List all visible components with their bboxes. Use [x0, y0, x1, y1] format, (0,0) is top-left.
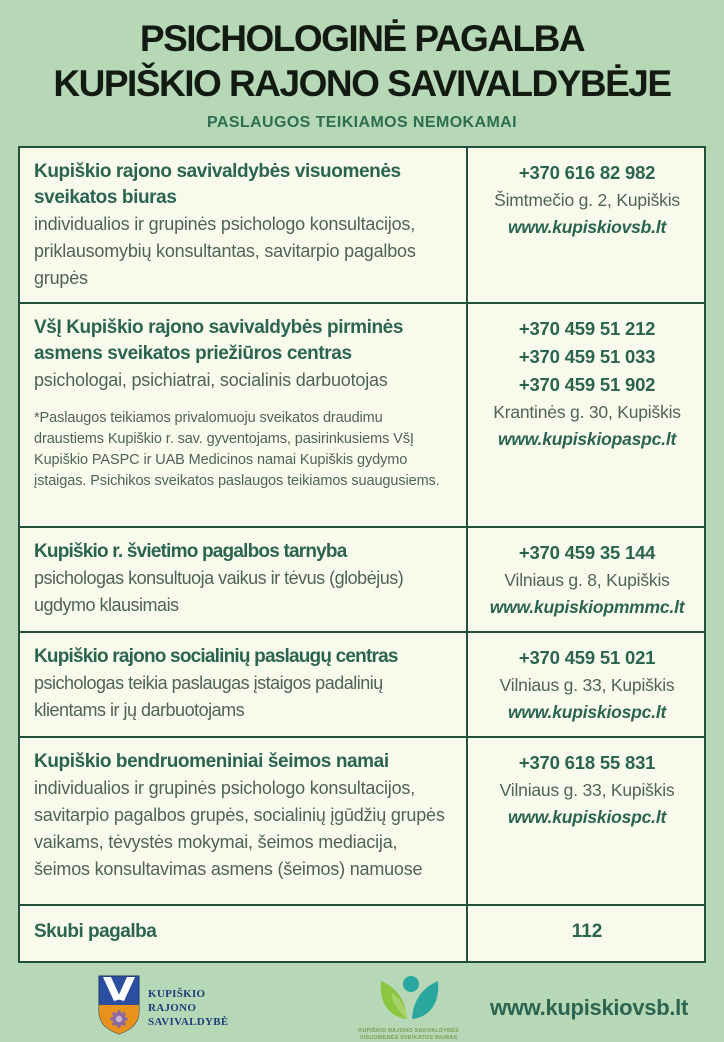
org-description: psichologai, psichiatrai, socialinis darbuotojas [34, 370, 388, 390]
address: Vilniaus g. 33, Kupiškis [499, 675, 675, 695]
emergency-number-cell [467, 905, 705, 962]
emergency-row [19, 905, 705, 962]
phone-number: +370 459 51 902 [518, 374, 656, 395]
page-title-line1: PSICHOLOGINĖ PAGALBA [139, 18, 585, 59]
org-name: Kupiškio rajono savivaldybės visuomenės sveikatos biuras [34, 161, 401, 208]
org-name: Kupiškio r. švietimo pagalbos tarnyba [34, 541, 347, 562]
page-title [0, 16, 724, 106]
municipality-name: KUPIŠKIO RAJONO SAVIVALDYBĖ [148, 987, 229, 1028]
emergency-label: Skubi pagalba [34, 921, 157, 942]
org-name: Kupiškio bendruomeniniai šeimos namai [34, 751, 389, 772]
address: Krantinės g. 30, Kupiškis [493, 402, 681, 422]
service-info-cell [19, 632, 467, 737]
service-row [19, 737, 705, 905]
address: Vilniaus g. 8, Kupiškis [504, 570, 670, 590]
coat-of-arms-icon [98, 975, 140, 1040]
emergency-number: 112 [571, 921, 603, 942]
service-row [19, 632, 705, 737]
org-name: VšĮ Kupiškio rajono savivaldybės pirminės asmens sveikatos priežiūros centras [34, 317, 404, 364]
org-description: psichologas teikia paslaugas įstaigos padalinių klientams ir jų darbuotojams [34, 673, 383, 720]
service-contact-cell [467, 632, 705, 737]
phone-number: +370 459 35 144 [518, 542, 656, 563]
service-info-cell [19, 527, 467, 632]
website-link: www.kupiskiovsb.lt [507, 217, 667, 237]
address: Vilniaus g. 33, Kupiškis [499, 780, 675, 800]
service-row [19, 527, 705, 632]
service-row [19, 303, 705, 527]
website-link: www.kupiskiospc.lt [507, 807, 667, 827]
service-info-cell [19, 737, 467, 905]
page-subtitle: PASLAUGOS TEIKIAMOS NEMOKAMAI [207, 114, 517, 131]
org-name: Kupiškio rajono socialinių paslaugų centras [34, 646, 398, 667]
service-contact-cell [467, 303, 705, 527]
phone-number: +370 616 82 982 [518, 162, 656, 183]
website-link: www.kupiskiospc.lt [507, 702, 667, 722]
page-title-line2: KUPIŠKIO RAJONO SAVIVALDYBĖJE [53, 63, 671, 104]
phone-number: +370 459 51 033 [518, 346, 656, 367]
emergency-label-cell [19, 905, 467, 962]
address: Šimtmečio g. 2, Kupiškis [494, 190, 680, 210]
website-link: www.kupiskiopaspc.lt [497, 429, 677, 449]
org-description: individualios ir grupinės psichologo konsultacijos, savitarpio pagalbos grupės, socialinių įgūdžių grupės vaikams, tėvystės mokymai, šeimos mediacija, šeimos konsultavimas asmens (šeimos) namuose [34, 778, 445, 879]
org-description: individualios ir grupinės psichologo konsultacijos, priklausomybių konsultantas, savitarpio pagalbos grupės [34, 214, 416, 288]
phone-number: +370 459 51 021 [518, 647, 656, 668]
service-info-cell [19, 303, 467, 527]
service-row [19, 147, 705, 303]
services-table [18, 146, 706, 963]
footer-website: www.kupiskiovsb.lt [490, 994, 688, 1020]
municipality-logo [98, 975, 229, 1040]
poster-footer [18, 973, 706, 1042]
service-contact-cell [467, 737, 705, 905]
service-contact-cell [467, 527, 705, 632]
service-contact-cell [467, 147, 705, 303]
phone-number: +370 459 51 212 [518, 318, 656, 339]
poster-header [0, 0, 724, 132]
health-bureau-logo [349, 973, 469, 1042]
website-link: www.kupiskiopmmmc.lt [489, 597, 685, 617]
health-bureau-icon [376, 1008, 442, 1025]
service-info-cell [19, 147, 467, 303]
org-note: *Paslaugos teikiamos privalomuoju sveikatos draudimu draustiems Kupiškio r. sav. gyventojams, pasirinkusiems VšĮ Kupiškio PASPC ir UAB Medicinos namai Kupiškis gydymo įstaigas. Psichikos sveikatos paslaugos teikiamos suaugusiems. [34, 410, 440, 489]
health-bureau-caption: KUPIŠKIO RAJONO SAVIVALDYBĖS VISUOMENĖS SVEIKATOS BIURAS [358, 1028, 459, 1041]
phone-number: +370 618 55 831 [518, 752, 656, 773]
org-description: psichologas konsultuoja vaikus ir tėvus (globėjus) ugdymo klausimais [34, 568, 404, 615]
